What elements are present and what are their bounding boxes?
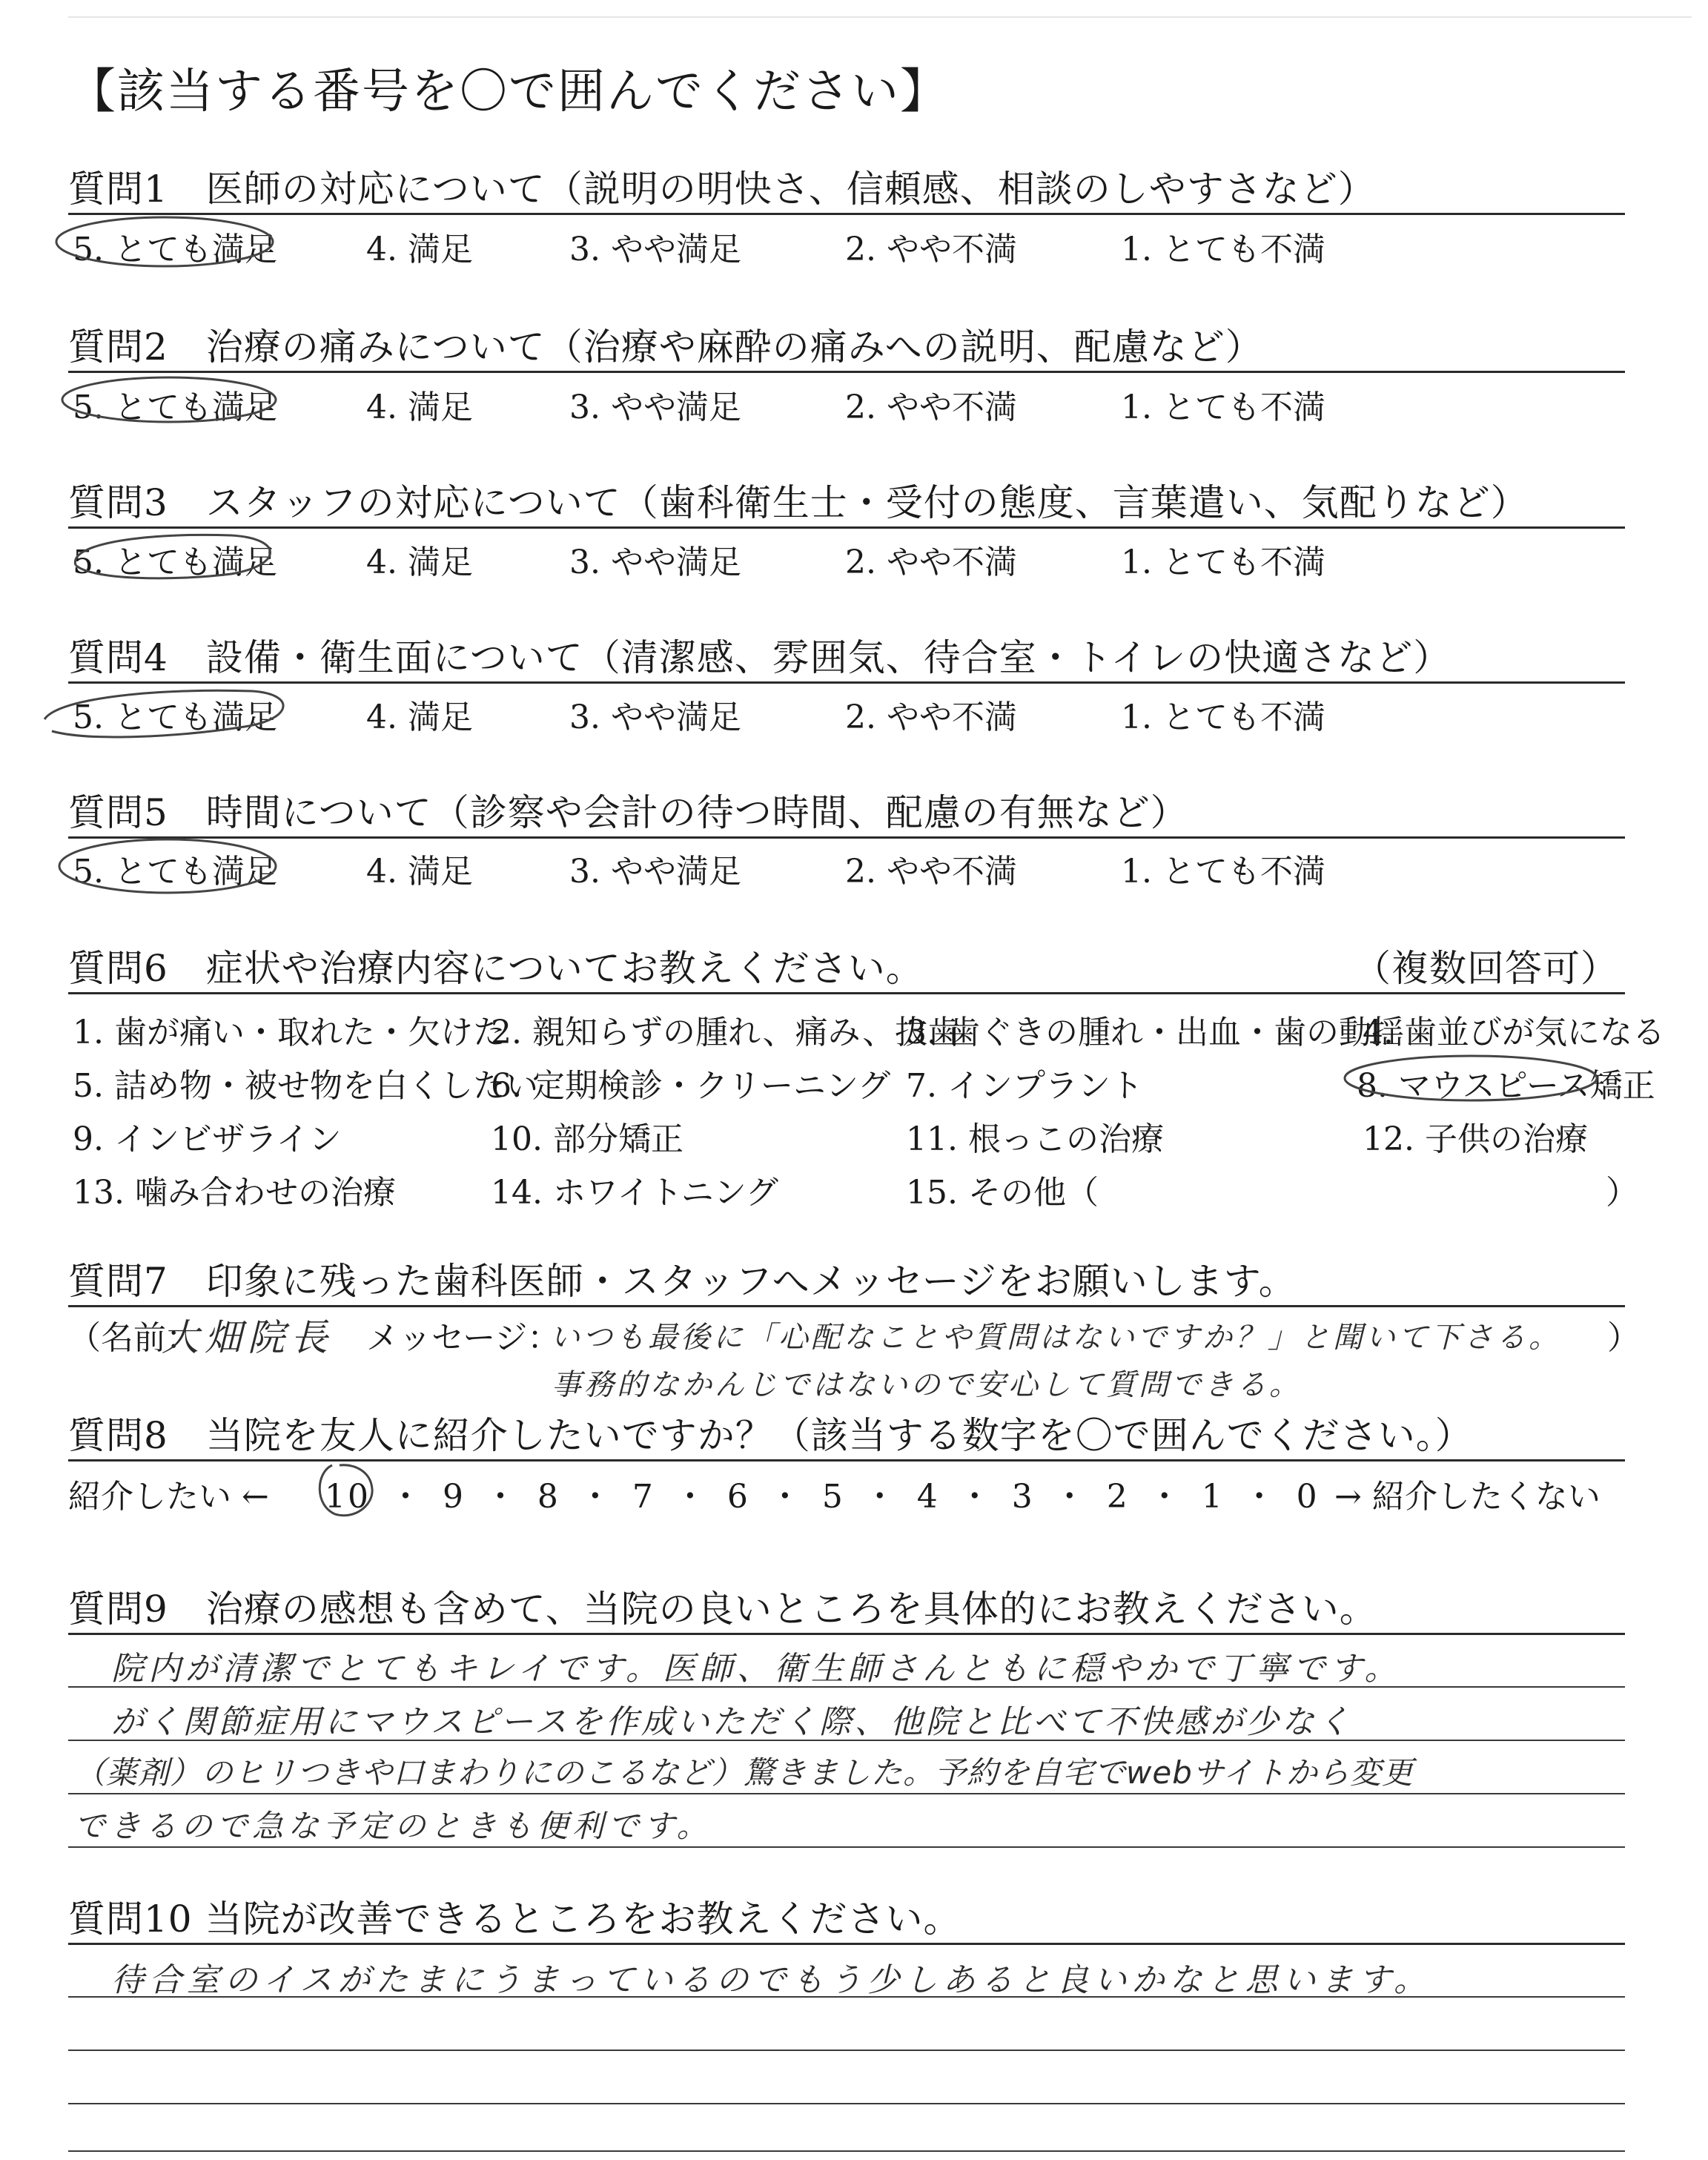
q7-heading: 質問7 印象に残った歯科医師・スタッフへメッセージをお願いします。 (68, 1260, 1297, 1303)
q5-option-3[interactable]: 3. やや満足 (569, 853, 741, 891)
q2-option-3[interactable]: 3. やや満足 (569, 389, 741, 426)
page-top-edge (68, 16, 1692, 18)
q6-option-10[interactable]: 10. 部分矯正 (491, 1120, 683, 1158)
q6-option-15[interactable]: 15. その他（ (906, 1174, 1099, 1212)
q5-option-2[interactable]: 2. やや不満 (845, 853, 1017, 891)
q4-option-5[interactable]: 5. とても満足 (73, 698, 277, 736)
q6-option-1[interactable]: 1. 歯が痛い・取れた・欠けた (73, 1014, 506, 1051)
q6-multiple-answer-note: （複数回答可） (1354, 947, 1618, 990)
q1-option-3[interactable]: 3. やや満足 (569, 231, 741, 268)
q3-selection-circle-icon (61, 528, 291, 587)
q5-option-4[interactable]: 4. 満足 (366, 853, 473, 891)
q1-selection-circle-icon (53, 215, 283, 274)
q10-heading: 質問10 当院が改善できるところをお教えください。 (68, 1898, 961, 1941)
q2-heading: 質問2 治療の痛みについて（治療や麻酔の痛みへの説明、配慮など） (68, 326, 1263, 369)
q6-option-9[interactable]: 9. インビザライン (73, 1120, 342, 1158)
q3-option-1[interactable]: 1. とても不満 (1121, 544, 1325, 581)
q1-heading: 質問1 医師の対応について（説明の明快さ、信頼感、相談のしやすさなど） (68, 168, 1376, 211)
q9-writing-line (68, 1793, 1625, 1794)
q4-selection-circle-icon (37, 682, 297, 749)
q3-heading: 質問3 スタッフの対応について（歯科衛生士・受付の態度、言葉遣い、気配りなど） (68, 481, 1529, 524)
q10-answer-line-1[interactable]: 待合室のイスがたまにうまっているのでもう少しあると良いかなと思います。 (111, 1961, 1432, 1999)
q8-right-label: → 紹介したくない (1334, 1478, 1601, 1516)
q8-heading: 質問8 当院を友人に紹介したいですか？（該当する数字を〇で囲んでください。） (68, 1414, 1473, 1457)
q7-message-line-1[interactable]: いつも最後に「心配なことや質問はないですか？」と聞いて下さる。 (550, 1321, 1561, 1355)
q1-option-5[interactable]: 5. とても満足 (73, 231, 277, 268)
q10-rule (68, 1943, 1625, 1945)
q4-option-3[interactable]: 3. やや満足 (569, 698, 741, 736)
q8-scale[interactable]: 10 ・ 9 ・ 8 ・ 7 ・ 6 ・ 5 ・ 4 ・ 3 ・ 2 ・ 1 ・ 0 (325, 1478, 1320, 1516)
q6-option-12[interactable]: 12. 子供の治療 (1363, 1120, 1588, 1158)
q1-rule (68, 213, 1625, 215)
q1-option-4[interactable]: 4. 満足 (366, 231, 473, 268)
q9-answer-line-1[interactable]: 院内が清潔でとてもキレイです。医師、衛生師さんともに穏やかで丁寧です。 (111, 1650, 1402, 1688)
q8-selection-circle-icon (310, 1461, 384, 1523)
q9-writing-line (68, 1846, 1625, 1848)
q2-selection-circle-icon (58, 374, 288, 434)
q2-rule (68, 371, 1625, 373)
q10-writing-line (68, 2050, 1625, 2051)
q6-rule (68, 992, 1625, 994)
q3-option-5[interactable]: 5. とても満足 (73, 544, 277, 581)
q6-option-2[interactable]: 2. 親知らずの腫れ、痛み、抜歯 (491, 1014, 961, 1051)
q4-option-1[interactable]: 1. とても不満 (1121, 698, 1325, 736)
q3-option-4[interactable]: 4. 満足 (366, 544, 473, 581)
q8-left-label: 紹介したい ← (68, 1478, 269, 1516)
q9-answer-line-3[interactable]: （薬剤）のヒリつきや口まわりにのこるなど）驚きました。予約を自宅でwebサイトから変更 (74, 1754, 1414, 1791)
q6-other-close: ） (1606, 1174, 1638, 1212)
q6-option-3[interactable]: 3. 歯ぐきの腫れ・出血・歯の動揺 (906, 1014, 1404, 1051)
q6-option-5[interactable]: 5. 詰め物・被せ物を白くしたい (73, 1067, 538, 1105)
q6-option-7[interactable]: 7. インプラント (906, 1067, 1143, 1105)
q4-option-4[interactable]: 4. 満足 (366, 698, 473, 736)
q5-rule (68, 836, 1625, 839)
q1-option-1[interactable]: 1. とても不満 (1121, 231, 1325, 268)
q4-rule (68, 681, 1625, 684)
q8-rule (68, 1459, 1625, 1462)
q6-option-8[interactable]: 8. マウスピース矯正 (1357, 1067, 1655, 1105)
q7-name-value[interactable]: 大畑院長 (162, 1316, 334, 1359)
q7-message-line-2[interactable]: 事務的なかんじではないので安心して質問できる。 (552, 1368, 1302, 1402)
q7-rule (68, 1305, 1625, 1307)
q10-writing-line (68, 2150, 1625, 2152)
q6-heading: 質問6 症状や治療内容についてお教えください。 (68, 947, 924, 990)
q6-option-13[interactable]: 13. 噛み合わせの治療 (73, 1174, 396, 1212)
q5-selection-circle-icon (56, 835, 294, 902)
q7-close-paren: ） (1607, 1319, 1640, 1357)
q5-option-5[interactable]: 5. とても満足 (73, 853, 277, 891)
q6-option-11[interactable]: 11. 根っこの治療 (906, 1120, 1164, 1158)
q3-option-3[interactable]: 3. やや満足 (569, 544, 741, 581)
q3-option-2[interactable]: 2. やや不満 (845, 544, 1017, 581)
q6-option-6[interactable]: 6. 定期検診・クリーニング (491, 1067, 891, 1105)
q9-rule (68, 1633, 1625, 1635)
q9-answer-line-4[interactable]: できるので急な予定のときも便利です。 (74, 1808, 712, 1844)
q4-heading: 質問4 設備・衛生面について（清潔感、雰囲気、待合室・トイレの快適さなど） (68, 636, 1452, 679)
q4-option-2[interactable]: 2. やや不満 (845, 698, 1017, 736)
q9-heading: 質問9 治療の感想も含めて、当院の良いところを具体的にお教えください。 (68, 1588, 1377, 1631)
q2-option-5[interactable]: 5. とても満足 (73, 389, 277, 426)
q5-heading: 質問5 時間について（診察や会計の待つ時間、配慮の有無など） (68, 791, 1188, 834)
q3-rule (68, 526, 1625, 529)
q7-message-label: メッセージ： (366, 1319, 560, 1357)
q7-name-label: （名前： (68, 1319, 199, 1357)
q10-writing-line (68, 2103, 1625, 2104)
q5-option-1[interactable]: 1. とても不満 (1121, 853, 1325, 891)
q2-option-2[interactable]: 2. やや不満 (845, 389, 1017, 426)
q9-answer-line-2[interactable]: がく関節症用にマウスピースを作成いただく際、他院と比べて不快感が少なく (111, 1703, 1353, 1741)
q1-option-2[interactable]: 2. やや不満 (845, 231, 1017, 268)
q2-option-1[interactable]: 1. とても不満 (1121, 389, 1325, 426)
q2-option-4[interactable]: 4. 満足 (366, 389, 473, 426)
q6-option-14[interactable]: 14. ホワイトニング (491, 1174, 779, 1212)
page-title: 【該当する番号を〇で囲んでください】 (68, 65, 949, 119)
q6-selection-circle-icon (1340, 1051, 1607, 1111)
q6-option-4[interactable]: 4. 歯並びが気になる (1363, 1014, 1665, 1051)
